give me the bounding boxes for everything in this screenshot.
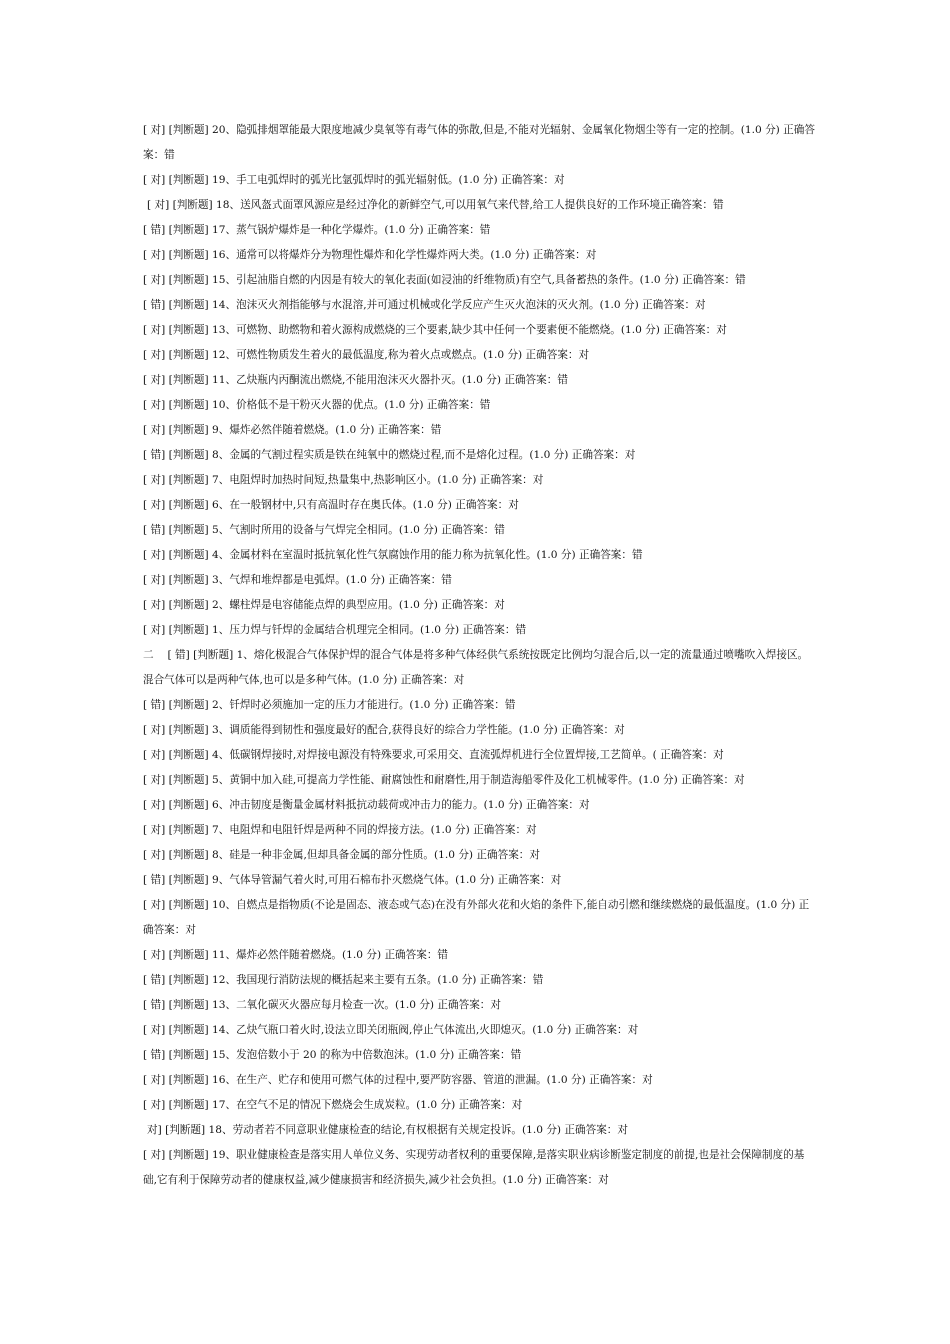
text-line: [ 对] [判断题] 15、引起油脂自燃的内因是有较大的氧化表面(如浸油的纤维物质)有空气,具备蓄热的条件。(1.0 分) 正确答案：错 <box>143 274 746 286</box>
text-line: [ 对] [判断题] 18、送风盔式面罩风源应是经过净化的新鲜空气,可以用氧气来代替,给工人提供良好的工作环境正确答案：错 <box>147 199 724 211</box>
text-line: [ 对] [判断题] 2、螺柱焊是电容储能点焊的典型应用。(1.0 分) 正确答案：对 <box>143 599 505 611</box>
text-line: [ 对] [判断题] 6、在一般钢材中,只有高温时存在奥氏体。(1.0 分) 正确答案：对 <box>143 499 519 511</box>
text-line: [ 错] [判断题] 17、蒸气锅炉爆炸是一种化学爆炸。(1.0 分) 正确答案：错 <box>143 224 491 236</box>
text-line: [ 对] [判断题] 1、压力焊与钎焊的金属结合机理完全相同。(1.0 分) 正确答案：错 <box>143 624 527 636</box>
text-line: [ 对] [判断题] 14、乙炔气瓶口着火时,设法立即关闭瓶阀,停止气体流出,火即熄灭。(1.0 分) 正确答案：对 <box>143 1024 639 1036</box>
text-line: [ 对] [判断题] 11、爆炸必然伴随着燃烧。(1.0 分) 正确答案：错 <box>143 949 449 961</box>
text-line: [ 错] [判断题] 12、我国现行消防法规的概括起来主要有五条。(1.0 分) 正确答案：错 <box>143 974 544 986</box>
text-line: [ 对] [判断题] 20、隐弧排烟罩能最大限度地减少臭氧等有毒气体的弥散,但是,不能对光辐射、金属氧化物烟尘等有一定的控制。(1.0 分) 正确答案：错 <box>143 124 815 161</box>
text-line: [ 对] [判断题] 7、电阻焊和电阻钎焊是两种不同的焊接方法。(1.0 分) 正确答案：对 <box>143 824 537 836</box>
text-line: [ 对] [判断题] 12、可燃性物质发生着火的最低温度,称为着火点或燃点。(1.0 分) 正确答案：对 <box>143 349 590 361</box>
text-line: [ 对] [判断题] 17、在空气不足的情况下燃烧会生成炭粒。(1.0 分) 正确答案：对 <box>143 1099 523 1111</box>
text-line: [ 错] [判断题] 2、钎焊时必须施加一定的压力才能进行。(1.0 分) 正确答案：错 <box>143 699 516 711</box>
text-line: [ 错] [判断题] 8、金属的气割过程实质是铁在纯氧中的燃烧过程,而不是熔化过程。(1.0 分) 正确答案：对 <box>143 449 636 461</box>
text-line: [ 对] [判断题] 10、自燃点是指物质(不论是固态、液态或气态)在没有外部火花和火焰的条件下,能自动引燃和继续燃烧的最低温度。(1.0 分) 正确答案：对 <box>143 899 810 936</box>
text-line: [ 错] [判断题] 13、二氧化碳灭火器应每月检查一次。(1.0 分) 正确答案：对 <box>143 999 501 1011</box>
text-line: [ 对] [判断题] 16、在生产、贮存和使用可燃气体的过程中,要严防容器、管道的泄漏。(1.0 分) 正确答案：对 <box>143 1074 653 1086</box>
text-line: [ 对] [判断题] 19、手工电弧焊时的弧光比氩弧焊时的弧光辐射低。(1.0 分) 正确答案：对 <box>143 174 565 186</box>
text-line: [ 对] [判断题] 4、金属材料在室温时抵抗氧化性气氛腐蚀作用的能力称为抗氧化性。(1.0 分) 正确答案：错 <box>143 549 643 561</box>
text-line: [ 对] [判断题] 13、可燃物、助燃物和着火源构成燃烧的三个要素,缺少其中任何一个要素便不能燃烧。(1.0 分) 正确答案：对 <box>143 324 727 336</box>
text-line: [ 对] [判断题] 3、调质能得到韧性和强度最好的配合,获得良好的综合力学性能。(1.0 分) 正确答案：对 <box>143 724 625 736</box>
text-line: [ 对] [判断题] 3、气焊和堆焊都是电弧焊。(1.0 分) 正确答案：错 <box>143 574 452 586</box>
text-line: [ 对] [判断题] 19、职业健康检查是落实用人单位义务、实现劳动者权利的重要保障,是落实职业病诊断鉴定制度的前提,也是社会保障制度的基础,它有利于保障劳动者的健康权益,减少健康损害和经济损失,减少社会负担。(1.0 分) 正确答案：对 <box>143 1149 805 1186</box>
text-line: [ 对] [判断题] 8、硅是一种非金属,但却具备金属的部分性质。(1.0 分) 正确答案：对 <box>143 849 540 861</box>
text-line: [ 对] [判断题] 9、爆炸必然伴随着燃烧。(1.0 分) 正确答案：错 <box>143 424 442 436</box>
section-line: 二 [ 错] [判断题] 1、熔化极混合气体保护焊的混合气体是将多种气体经供气系统按既定比例均匀混合后,以一定的流量通过喷嘴吹入焊接区。混合气体可以是两种气体,也可以是多种气体。(1.0 分) 正确答案：对 <box>143 649 809 686</box>
text-line: [ 对] [判断题] 7、电阻焊时加热时间短,热量集中,热影响区小。(1.0 分) 正确答案：对 <box>143 474 544 486</box>
text-line: [ 对] [判断题] 11、乙炔瓶内丙酮流出燃烧,不能用泡沫灭火器扑灭。(1.0 分) 正确答案：错 <box>143 374 568 386</box>
text-line: [ 错] [判断题] 9、气体导管漏气着火时,可用石棉布扑灭燃烧气体。(1.0 分) 正确答案：对 <box>143 874 562 886</box>
text-line: [ 错] [判断题] 14、泡沫灭火剂指能够与水混溶,并可通过机械或化学反应产生灭火泡沫的灭火剂。(1.0 分) 正确答案：对 <box>143 299 706 311</box>
text-line: [ 对] [判断题] 10、价格低不是干粉灭火器的优点。(1.0 分) 正确答案：错 <box>143 399 491 411</box>
text-line: [ 对] [判断题] 5、黄铜中加入硅,可提高力学性能、耐腐蚀性和耐磨性,用于制造海船零件及化工机械零件。(1.0 分) 正确答案：对 <box>143 774 745 786</box>
text-line: [ 对] [判断题] 16、通常可以将爆炸分为物理性爆炸和化学性爆炸两大类。(1.0 分) 正确答案：对 <box>143 249 597 261</box>
text-line: 对] [判断题] 18、劳动者若不同意职业健康检查的结论,有权根据有关规定投诉。(1.0 分) 正确答案：对 <box>147 1124 628 1136</box>
text-line: [ 错] [判断题] 15、发泡倍数小于 20 的称为中倍数泡沫。(1.0 分) 正确答案：错 <box>143 1049 522 1061</box>
text-line: [ 错] [判断题] 5、气割时所用的设备与气焊完全相同。(1.0 分) 正确答案：错 <box>143 524 505 536</box>
document-body <box>143 118 815 1193</box>
text-line: [ 对] [判断题] 6、冲击韧度是衡量金属材料抵抗动载荷或冲击力的能力。(1.0 分) 正确答案：对 <box>143 799 590 811</box>
text-line: [ 对] [判断题] 4、低碳钢焊接时,对焊接电源没有特殊要求,可采用交、直流弧焊机进行全位置焊接,工艺简单。( 正确答案：对 <box>143 749 724 761</box>
